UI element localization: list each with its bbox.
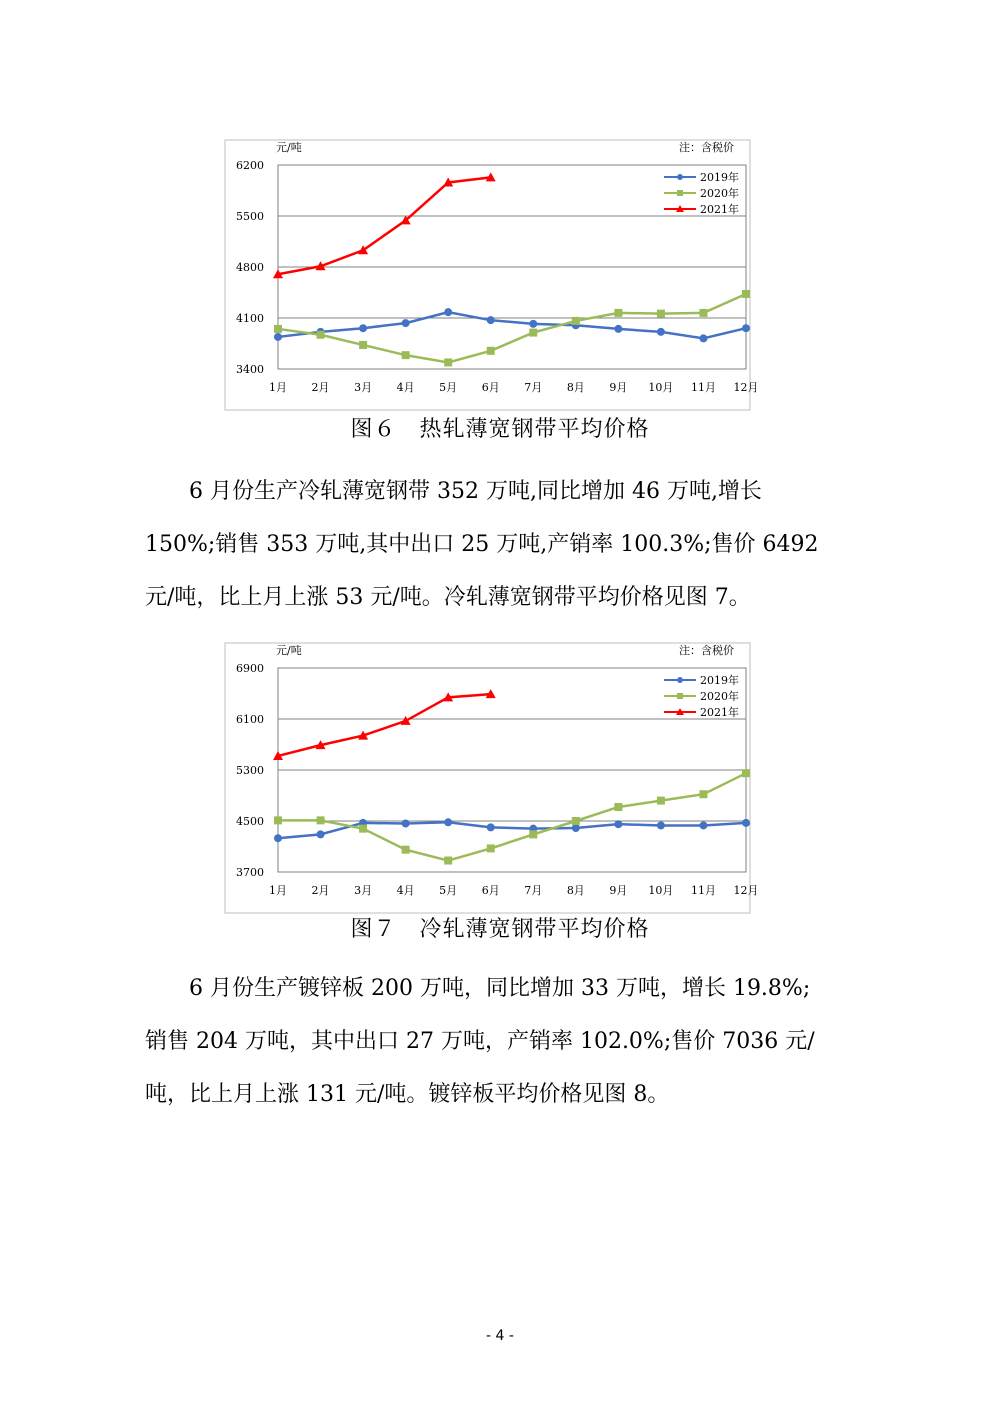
figure-6-svg (0, 125, 1000, 405)
legend-marker (677, 693, 683, 699)
data-point (402, 319, 410, 327)
data-point (444, 308, 452, 316)
data-point (614, 309, 622, 317)
figure-7-svg (0, 628, 1000, 908)
x-tick-label: 4月 (396, 884, 415, 897)
x-tick-label: 8月 (566, 381, 585, 394)
data-point (359, 324, 367, 332)
y-tick-label: 3400 (236, 363, 264, 376)
figure-7-chart (0, 628, 1000, 908)
y-tick-label: 3700 (236, 866, 264, 879)
data-point (529, 320, 537, 328)
legend-marker (677, 174, 683, 180)
legend-label: 2020年 (700, 187, 739, 200)
data-point (444, 818, 452, 826)
figure-6-caption: 图６ 热轧薄宽钢带平均价格 (350, 417, 650, 442)
price-note: 注：含税价 (679, 644, 734, 657)
data-point (402, 351, 410, 359)
y-tick-label: 6100 (236, 713, 264, 726)
data-point (317, 816, 325, 824)
figure-6-chart (0, 125, 1000, 405)
x-tick-label: 9月 (609, 884, 628, 897)
data-point (699, 334, 707, 342)
paragraph-line: 6 月份生产冷轧薄宽钢带 352 万吨,同比增加 46 万吨,增长 (189, 479, 762, 504)
price-note: 注：含税价 (679, 141, 734, 154)
data-point (444, 358, 452, 366)
x-tick-label: 6月 (481, 381, 500, 394)
legend-label: 2020年 (700, 690, 739, 703)
data-point (742, 769, 750, 777)
data-point (614, 325, 622, 333)
y-tick-label: 4100 (236, 312, 264, 325)
y-tick-label: 6900 (236, 662, 264, 675)
legend-label: 2021年 (700, 203, 739, 216)
y-tick-label: 5500 (236, 210, 264, 223)
data-point (699, 790, 707, 798)
data-point (401, 716, 411, 725)
x-tick-label: 4月 (396, 381, 415, 394)
x-tick-label: 5月 (439, 884, 458, 897)
x-tick-label: 1月 (269, 381, 287, 394)
x-tick-label: 3月 (354, 884, 373, 897)
page-number: - 4 - (486, 1328, 514, 1344)
x-tick-label: 11月 (690, 381, 716, 394)
data-point (444, 857, 452, 865)
data-point (274, 834, 282, 842)
series-line-2019年 (278, 312, 746, 338)
data-point (402, 846, 410, 854)
y-unit-label: 元/吨 (276, 141, 302, 154)
paragraph-line: 吨，比上月上涨 131 元/吨。镀锌板平均价格见图 8。 (145, 1082, 670, 1107)
series-line-2020年 (278, 773, 746, 860)
paragraph-line: 150%;销售 353 万吨,其中出口 25 万吨,产销率 100.3%;售价 6492 (145, 532, 819, 557)
data-point (359, 825, 367, 833)
data-point (572, 317, 580, 325)
x-tick-label: 10月 (648, 381, 674, 394)
x-tick-label: 10月 (648, 884, 674, 897)
data-point (742, 324, 750, 332)
data-point (402, 820, 410, 828)
data-point (274, 816, 282, 824)
data-point (317, 331, 325, 339)
data-point (274, 333, 282, 341)
y-tick-label: 4800 (236, 261, 264, 274)
x-tick-label: 11月 (690, 884, 716, 897)
data-point (487, 347, 495, 355)
x-tick-label: 6月 (481, 884, 500, 897)
series-line-2021年 (278, 694, 491, 756)
x-tick-label: 2月 (311, 884, 330, 897)
y-tick-label: 4500 (236, 815, 264, 828)
x-tick-label: 12月 (733, 884, 759, 897)
x-tick-label: 3月 (354, 381, 373, 394)
legend-marker (677, 190, 683, 196)
data-point (274, 325, 282, 333)
data-point (657, 310, 665, 318)
x-tick-label: 12月 (733, 381, 759, 394)
data-point (487, 844, 495, 852)
data-point (699, 821, 707, 829)
paragraph-line: 元/吨，比上月上涨 53 元/吨。冷轧薄宽钢带平均价格见图 7。 (145, 585, 751, 610)
legend-label: 2021年 (700, 706, 739, 719)
x-tick-label: 2月 (311, 381, 330, 394)
x-tick-label: 1月 (269, 884, 287, 897)
data-point (614, 803, 622, 811)
paragraph-line: 6 月份生产镀锌板 200 万吨，同比增加 33 万吨，增长 19.8%; (189, 976, 811, 1001)
x-tick-label: 8月 (566, 884, 585, 897)
data-point (572, 824, 580, 832)
data-point (359, 341, 367, 349)
legend-label: 2019年 (700, 674, 739, 687)
x-tick-label: 7月 (524, 884, 543, 897)
figure-7-caption: 图７ 冷轧薄宽钢带平均价格 (350, 917, 650, 942)
data-point (657, 797, 665, 805)
y-tick-label: 5300 (236, 764, 264, 777)
legend-marker (677, 677, 683, 683)
data-point (657, 821, 665, 829)
data-point (699, 309, 707, 317)
x-tick-label: 7月 (524, 381, 543, 394)
legend-label: 2019年 (700, 171, 739, 184)
data-point (487, 316, 495, 324)
data-point (529, 830, 537, 838)
data-point (529, 329, 537, 337)
data-point (742, 819, 750, 827)
paragraph-cold-rolled (145, 465, 860, 624)
data-point (572, 817, 580, 825)
data-point (657, 328, 665, 336)
data-point (742, 290, 750, 298)
data-point (487, 823, 495, 831)
y-unit-label: 元/吨 (276, 644, 302, 657)
x-tick-label: 9月 (609, 381, 628, 394)
series-line-2021年 (278, 177, 491, 274)
data-point (317, 830, 325, 838)
y-tick-label: 6200 (236, 159, 264, 172)
x-tick-label: 5月 (439, 381, 458, 394)
data-point (614, 820, 622, 828)
paragraph-galvanized (145, 962, 860, 1121)
series-line-2020年 (278, 294, 746, 362)
paragraph-line: 销售 204 万吨，其中出口 27 万吨，产销率 102.0%;售价 7036 元/ (145, 1029, 815, 1054)
